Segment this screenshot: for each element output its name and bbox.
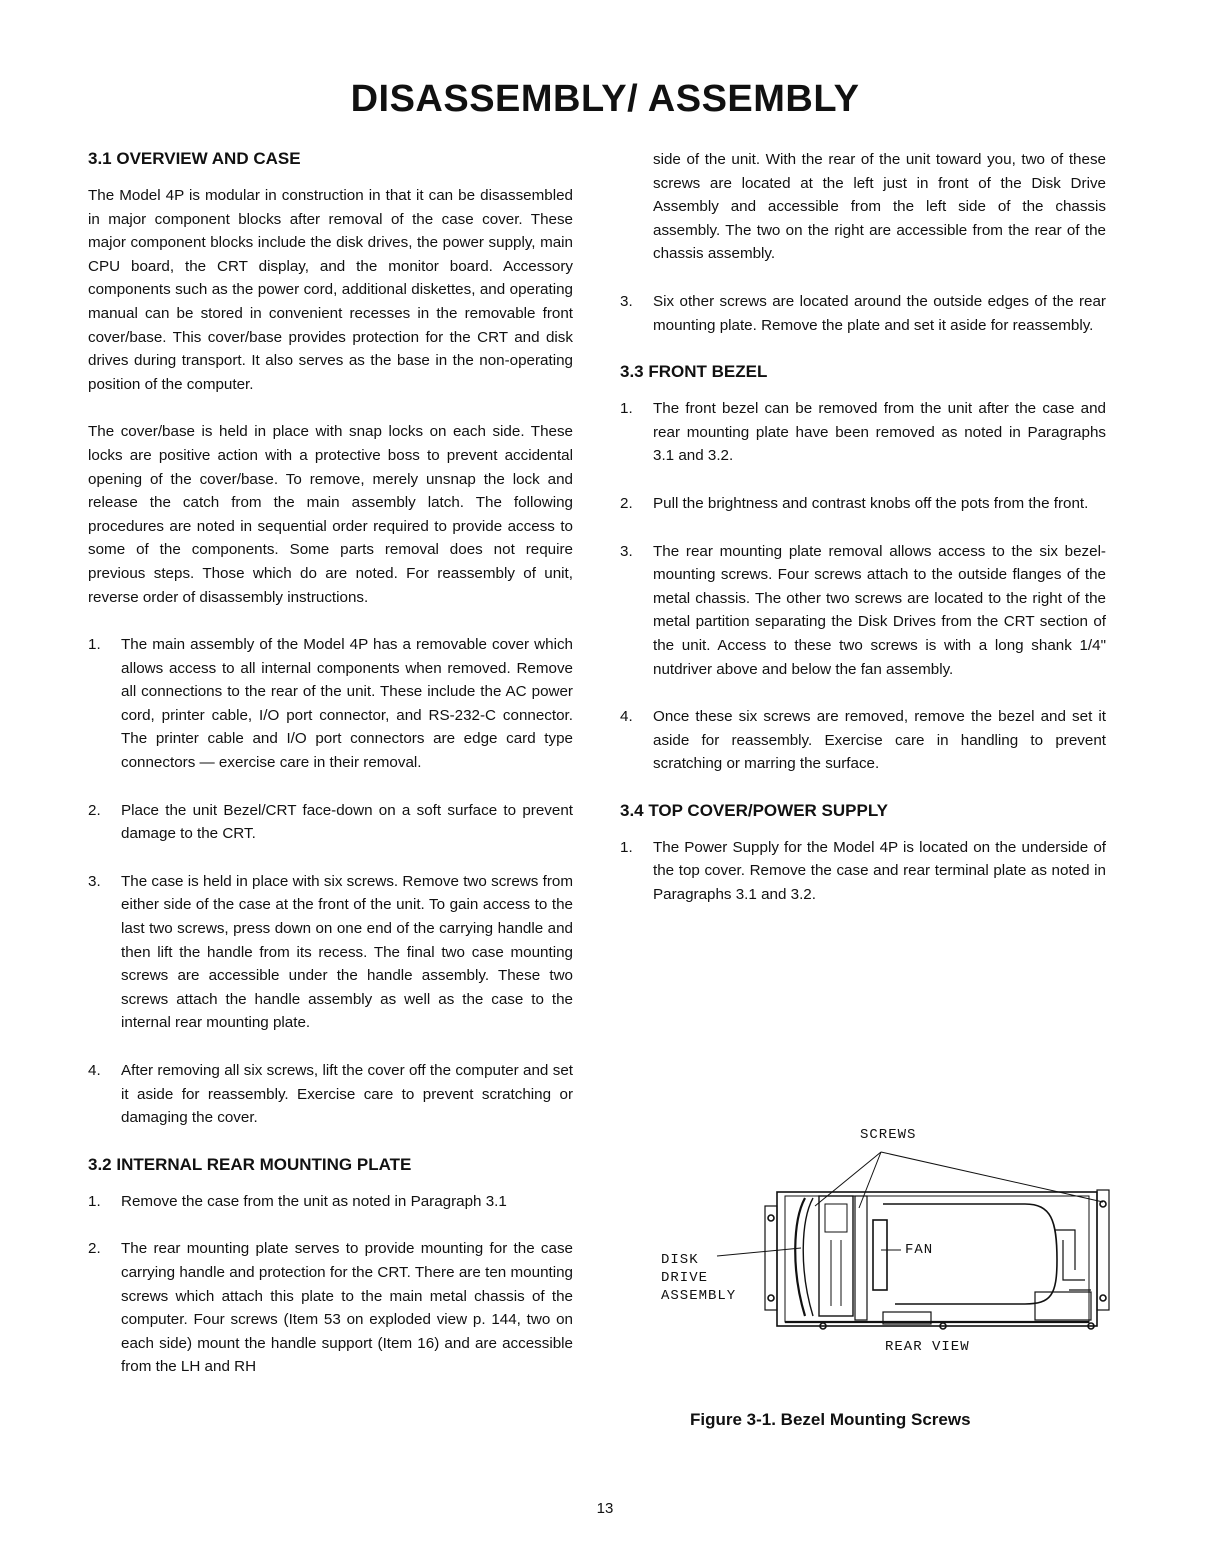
page-title: DISASSEMBLY/ ASSEMBLY — [350, 78, 860, 120]
item-text: The front bezel can be removed from the unit after the case and rear mounting plate have been removed as noted in Paragraphs 3.1 and 3.2. — [653, 400, 1106, 465]
figure-caption: Figure 3-1. Bezel Mounting Screws — [690, 1410, 971, 1429]
list-item — [620, 705, 1106, 776]
paragraph: The Model 4P is modular in construction in that it can be disassembled in major component blocks after removal of the case cover. These major component blocks include the disk drives, the power supply, main CPU board, the CRT display, and the monitor board. Accessory components such as the power cord, additional diskettes, and operating manual can be stored in convenient recesses in the removable front cover/base. This cover/base provides protection for the CRT and disk drives during transport. It also serves as the base in the non-operating position of the computer. — [88, 187, 573, 393]
list-item — [88, 633, 573, 775]
item-number: 3. — [620, 292, 633, 310]
list-item — [620, 397, 1106, 468]
list-item — [88, 870, 573, 1035]
item-text: The main assembly of the Model 4P has a removable cover which allows access to all internal components when removed. Remove all connections to the rear of the unit. These include the AC power cord, printer cable, I/O port connector, and RS-232-C connector. The printer cable and I/O port connectors are edge card type connectors — exercise care in their removal. — [121, 636, 573, 772]
list-item — [620, 290, 1106, 337]
item-text: The Power Supply for the Model 4P is located on the underside of the top cover. Remove the case and rear terminal plate as noted in Paragraphs 3.1 and 3.2. — [653, 838, 1106, 904]
paragraph: The cover/base is held in place with snap locks on each side. These locks are positive action with a protective boss to prevent accidental opening of the cover/base. To remove, merely unsnap the lock and release the catch from the main assembly latch. The following procedures are noted in sequential order required to provide access to some of the components. Some parts removal does not require previous steps. Those which do are noted. For reassembly of unit, reverse order of disassembly instructions. — [88, 423, 573, 606]
item-text: The rear mounting plate removal allows access to the six bezel-mounting screws. Four screws attach to the outside flanges of the metal chassis. The other two screws are located to the right of the metal partition separating the Disk Drives from the CRT section of the unit. Access to these two screws is with a long shank 1/4" nutdriver above and below the fan assembly. — [653, 542, 1106, 678]
item-number: 4. — [620, 708, 633, 726]
item-number: 2. — [88, 1240, 101, 1258]
item-text: Pull the brightness and contrast knobs off the pots from the front. — [653, 494, 1089, 512]
metal-partition — [855, 1196, 867, 1320]
item-text: Once these six screws are removed, remove the bezel and set it aside for reassembly. Exercise care in handling to prevent scratching or marring the surface. — [653, 708, 1106, 773]
rear-view-label: REAR VIEW — [885, 1339, 970, 1355]
section-heading-3-3: 3.3 FRONT BEZEL — [620, 362, 768, 382]
item-text: side of the unit. With the rear of the unit toward you, two of these screws are located at the left just in front of the Disk Drive Assembly and accessible from the left side of the chassis assembly. The two on the right are accessible from the rear of the chassis assembly. — [653, 151, 1106, 263]
section-heading-3-2: 3.2 INTERNAL REAR MOUNTING PLATE — [88, 1154, 412, 1174]
list-item — [88, 1190, 573, 1214]
item-number: 1. — [88, 1192, 101, 1210]
fan — [873, 1220, 887, 1290]
list-item-continuation — [620, 148, 1106, 266]
item-number: 1. — [88, 636, 101, 654]
item-text: The rear mounting plate serves to provide mounting for the case carrying handle and protection for the CRT. There are ten mounting screws which attach this plate to the main metal chassis of the computer. Four screws (Item 53 on exploded view p. 144, two on each side) mount the handle support (Item 16) and are accessible from the LH and RH — [121, 1240, 573, 1376]
section-heading-3-1: 3.1 OVERVIEW AND CASE — [88, 149, 301, 168]
item-number: 4. — [88, 1062, 101, 1079]
item-number: 1. — [620, 838, 633, 856]
disk-label-line: DISK — [661, 1252, 699, 1268]
left-column — [88, 148, 573, 1379]
page-number: 13 — [596, 1500, 614, 1517]
screws-label: SCREWS — [860, 1127, 917, 1143]
list-item — [88, 1059, 573, 1130]
disk-drive-assembly — [819, 1196, 853, 1316]
list-item — [620, 492, 1106, 516]
item-number: 2. — [620, 494, 633, 512]
item-text: After removing all six screws, lift the cover off the computer and set it aside for reassembly. Exercise care to prevent scratching or damaging the cover. — [121, 1062, 573, 1127]
list-item — [620, 836, 1106, 907]
item-number: 1. — [620, 400, 633, 418]
item-text: The case is held in place with six screws. Remove two screws from either side of the case at the front of the unit. To gain access to the last two screws, press down on one end of the carrying handle and then lift the handle from its recess. The final two case mounting screws are accessible under the handle assembly. These two screws attach the handle assembly as well as the case to the internal rear mounting plate. — [121, 872, 573, 1032]
item-text: Place the unit Bezel/CRT face-down on a soft surface to prevent damage to the CRT. — [121, 801, 573, 843]
item-text: Remove the case from the unit as noted in Paragraph 3.1 — [121, 1192, 507, 1210]
list-item — [88, 1237, 573, 1379]
disk-label-line: ASSEMBLY — [661, 1288, 737, 1304]
item-number: 2. — [88, 801, 101, 819]
item-text: Six other screws are located around the outside edges of the rear mounting plate. Remove the plate and set it aside for reassembly. — [653, 292, 1106, 334]
list-item — [88, 799, 573, 846]
right-column — [620, 148, 1106, 931]
section-heading-3-4: 3.4 TOP COVER/POWER SUPPLY — [620, 800, 888, 820]
rear-view-drawing — [655, 1120, 1115, 1370]
list-item — [620, 540, 1106, 682]
figure-bezel-mounting-screws — [655, 1120, 1115, 1370]
fan-label: FAN — [905, 1242, 934, 1258]
item-number: 3. — [88, 872, 101, 890]
item-number: 3. — [620, 542, 633, 560]
disk-label-line: DRIVE — [661, 1270, 709, 1286]
disk-drive-assembly-label — [661, 1251, 736, 1305]
